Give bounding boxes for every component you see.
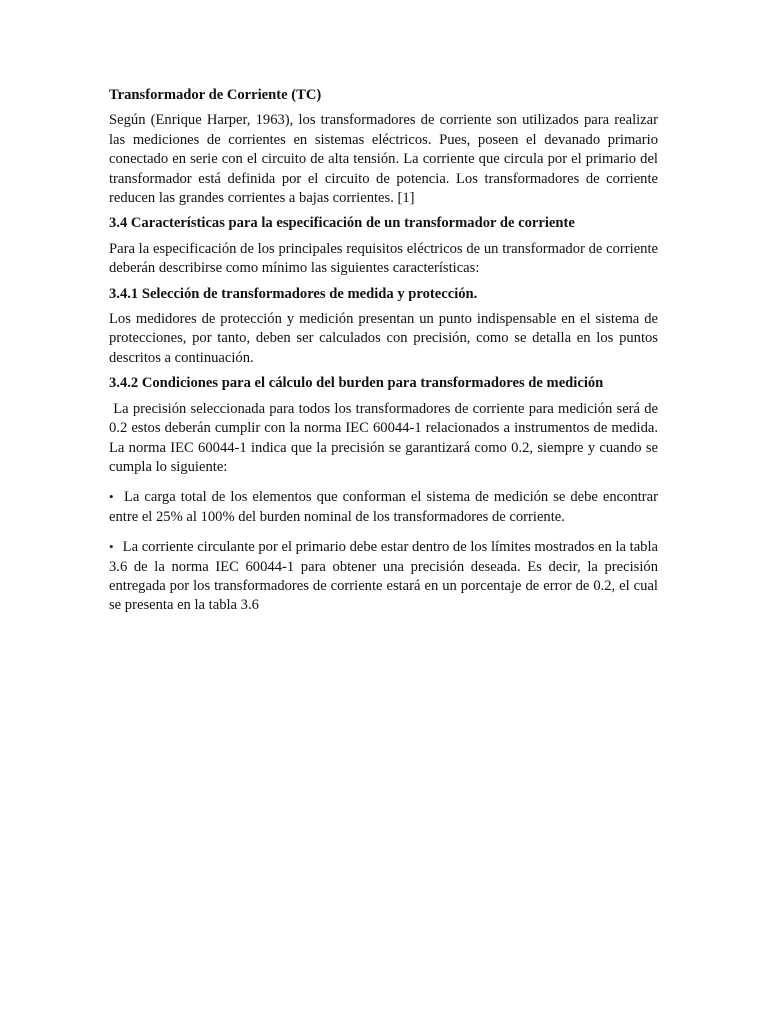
section-3-4-2-paragraph: La precisión seleccionada para todos los transformadores de corriente para medición será de 0.2 estos deberán cumplir con la norma IEC 60044-1 relacionados a instrumentos de medida. La norma IEC 60044-1 indica que la precisión se garantizará como 0.2, siempre y cuando se cumpla lo siguiente: [109, 400, 662, 475]
document-page [109, 84, 662, 616]
document-title: Transformador de Corriente (TC) [109, 87, 322, 103]
bullet-text: La corriente circulante por el primario debe estar dentro de los límites mostrados en la tabla 3.6 de la norma IEC 60044-1 para obtener una precisión deseada. Es decir, la precisión entregada por los transformadores de corriente estará en un porcentaje de error de 0.2, el cual se presenta en la tabla 3.6 [109, 539, 658, 614]
section-3-4-1-heading: 3.4.1 Selección de transformadores de medida y protección. [109, 285, 478, 302]
bullet-text: La carga total de los elementos que conforman el sistema de medición se debe encontrar entre el 25% al 100% del burden nominal de los transformadores de corriente. [109, 489, 658, 525]
section-3-4-2-heading: 3.4.2 Condiciones para el cálculo del burden para transformadores de medición [109, 375, 604, 392]
section-3-4-heading: 3.4 Características para la especificación de un transformador de corriente [109, 215, 575, 232]
section-3-4-paragraph: Para la especificación de los principales requisitos eléctricos de un transformador de corriente deberán describirse como mínimo las siguientes características: [109, 240, 658, 277]
bullet-icon: • [109, 539, 114, 555]
bullet-icon: • [109, 489, 114, 505]
section-3-4-1-paragraph: Los medidores de protección y medición presentan un punto indispensable en el sistema de protecciones, por tanto, deben ser calculados con precisión, como se detalla en los puntos descritos a continuación. [109, 311, 658, 366]
bullet-item [109, 537, 658, 616]
bullet-item [109, 487, 658, 527]
intro-paragraph: Según (Enrique Harper, 1963), los transformadores de corriente son utilizados para realizar las mediciones de corrientes en sistemas eléctricos. Pues, poseen el devanado primario conectado en serie con el circuito de alta tensión. La corriente que circula por el primario del transformador está definida por el circuito de potencia. Los transformadores de corriente reducen las grandes corrientes a bajas corrientes. [1] [109, 112, 658, 207]
